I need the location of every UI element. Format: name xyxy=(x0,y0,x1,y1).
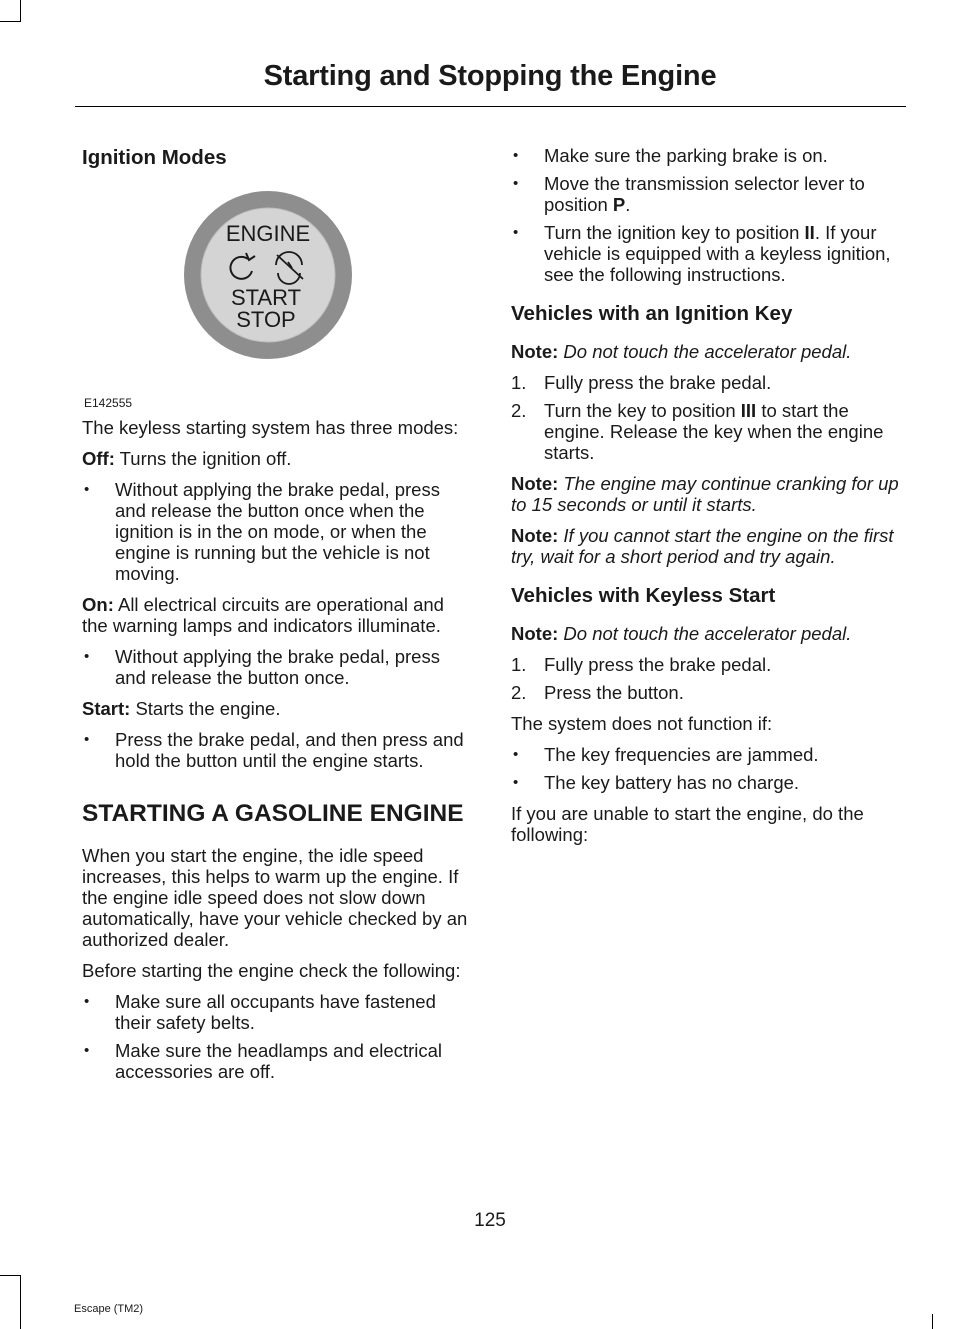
crop-mark xyxy=(20,1275,21,1329)
page-number: 125 xyxy=(474,1210,506,1231)
list-item: • The key frequencies are jammed. xyxy=(513,744,819,765)
start-label: Start: xyxy=(82,698,131,719)
list-item: 2. Turn the key to position III to start the engine. Release the key when the engine starts. xyxy=(511,400,884,463)
start-mode xyxy=(82,698,474,719)
note: Note: Do not touch the accelerator pedal. xyxy=(511,623,852,644)
off-label: Off: xyxy=(82,448,115,469)
footer-model: Escape (TM2) xyxy=(74,1303,144,1315)
stop-label: STOP xyxy=(236,307,296,332)
start-bullets xyxy=(82,729,474,771)
keyless-steps xyxy=(511,654,903,703)
list-item: 1. Fully press the brake pedal. xyxy=(511,372,772,393)
off-text: Turns the ignition off. xyxy=(114,448,292,469)
list-item: • Without applying the brake pedal, press and release the button once. xyxy=(84,646,440,688)
note: Note: The engine may continue cranking for up to 15 seconds or until it starts. xyxy=(511,473,899,515)
list-item: • Make sure the headlamps and electrical accessories are off. xyxy=(84,1040,443,1082)
on-label: On: xyxy=(82,594,114,615)
crop-mark xyxy=(932,1314,933,1329)
list-item: 2. Press the button. xyxy=(511,682,684,703)
section-heading: STARTING A GASOLINE ENGINE xyxy=(82,800,464,827)
list-item: • Turn the ignition key to position II. If your vehicle is equipped with a keyless ignition, see the following instructions. xyxy=(513,222,891,285)
off-bullets xyxy=(82,479,474,584)
note: Note: Do not touch the accelerator pedal. xyxy=(511,341,852,362)
idle-speed-paragraph: When you start the engine, the idle speed increases, this helps to warm up the engine. If the engine idle speed does not slow down automatically, have your vehicle checked by an authorized dealer. xyxy=(82,845,468,950)
list-item: 1. Fully press the brake pedal. xyxy=(511,654,772,675)
start-label: START xyxy=(230,285,302,310)
list-item: • Move the transmission selector lever to position P. xyxy=(513,173,865,215)
list-item: • The key battery has no charge. xyxy=(513,772,800,793)
list-item: • Without applying the brake pedal, press and release the button once when the ignition is in the on mode, or when the engine is running but the vehicle is not moving. xyxy=(84,479,440,584)
crop-mark xyxy=(0,1275,21,1276)
check-intro: Before starting the engine check the following: xyxy=(82,960,461,981)
engine-start-stop-button-icon xyxy=(182,189,354,361)
figure-code: E142555 xyxy=(84,396,133,410)
list-item: • Make sure all occupants have fastened their safety belts. xyxy=(84,991,436,1033)
title-rule xyxy=(75,106,906,107)
fail-intro: The system does not function if: xyxy=(511,713,773,734)
on-text: All electrical circuits are operational and the warning lamps and indicators illuminate. xyxy=(82,594,444,636)
ignition-modes-heading: Ignition Modes xyxy=(82,146,227,169)
ignition-key-heading: Vehicles with an Ignition Key xyxy=(511,302,793,325)
engine-button-figure xyxy=(82,185,474,417)
intro-text: The keyless starting system has three modes: xyxy=(82,417,459,438)
page-title: Starting and Stopping the Engine xyxy=(263,60,717,92)
start-text: Starts the engine. xyxy=(130,698,281,719)
engine-label: ENGINE xyxy=(225,221,311,246)
list-item: • Press the brake pedal, and then press and hold the button until the engine starts. xyxy=(84,729,464,771)
closing-text: If you are unable to start the engine, do the following: xyxy=(511,803,864,845)
check-bullets xyxy=(82,991,474,1082)
prep-bullets xyxy=(511,145,903,285)
off-mode xyxy=(82,448,474,469)
on-bullets xyxy=(82,646,474,688)
note: Note: If you cannot start the engine on the first try, wait for a short period and try again. xyxy=(511,525,894,567)
on-mode xyxy=(82,594,474,636)
keyless-start-heading: Vehicles with Keyless Start xyxy=(511,584,776,607)
crop-mark xyxy=(0,21,21,22)
left-column xyxy=(82,145,474,1092)
crop-mark xyxy=(20,0,21,22)
right-column xyxy=(511,145,903,855)
fail-bullets xyxy=(511,744,903,793)
list-item: • Make sure the parking brake is on. xyxy=(513,145,828,166)
key-steps xyxy=(511,372,903,463)
